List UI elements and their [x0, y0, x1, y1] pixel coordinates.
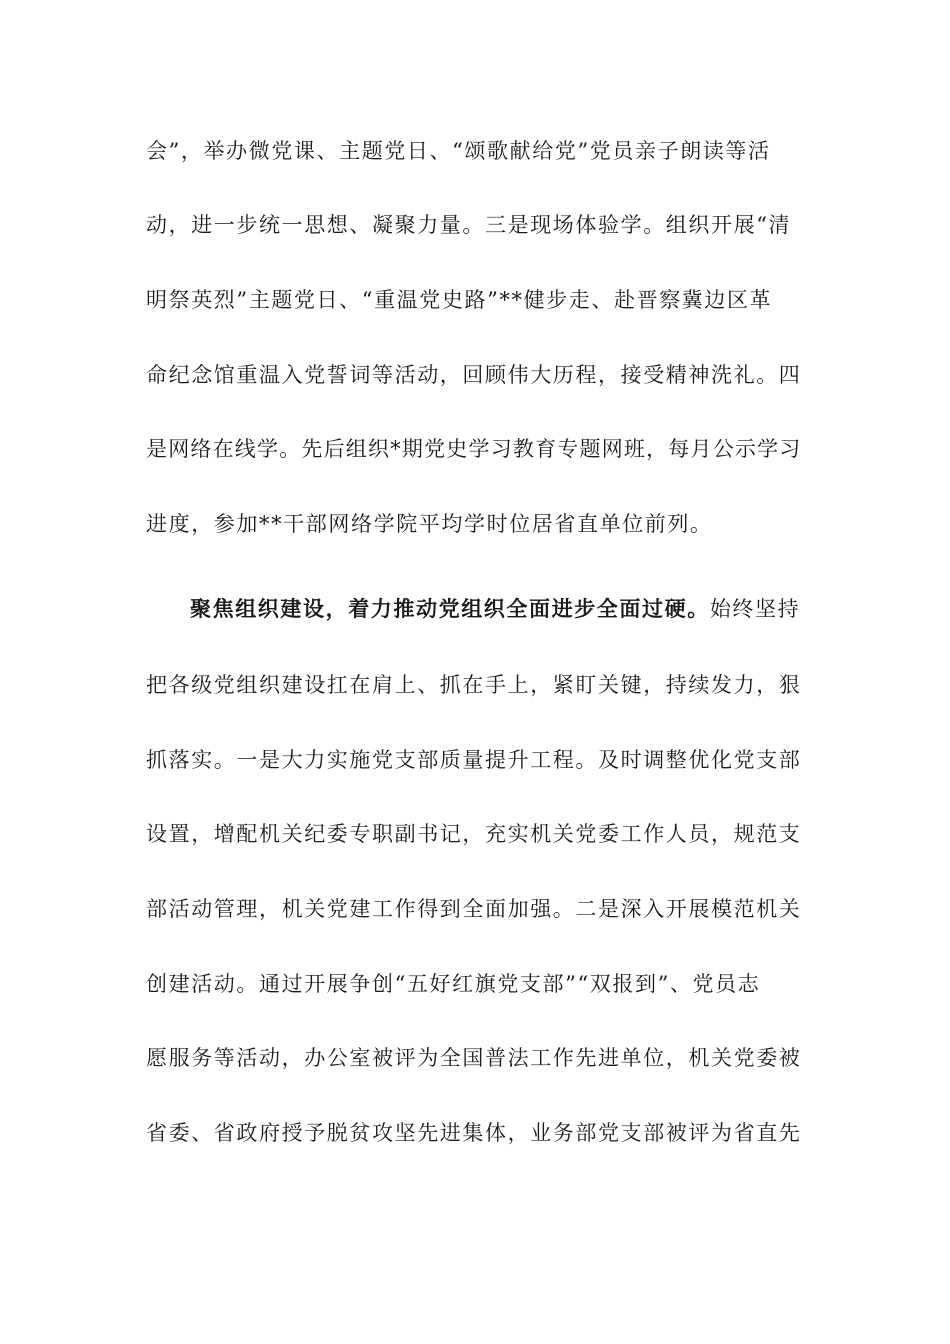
paragraph2-line-7: 愿服务等活动，办公室被评为全国普法工作先进单位，机关党委被 — [146, 1046, 802, 1070]
paragraph1-line-4: 命纪念馆重温入党誓词等活动，回顾伟大历程，接受精神洗礼。四 — [146, 363, 802, 387]
paragraph1-line-6: 进度，参加**干部网络学院平均学时位居省直单位前列。 — [146, 512, 713, 536]
paragraph2-heading: 聚焦组织建设，着力推动党组织全面进步全面过硬。 — [190, 596, 710, 621]
paragraph2-first-line — [190, 594, 800, 624]
paragraph2-line-3: 抓落实。一是大力实施党支部质量提升工程。及时调整优化党支部 — [146, 748, 802, 772]
paragraph2-first-line-rest: 始终坚持 — [709, 597, 801, 621]
paragraph1-line-5: 是网络在线学。先后组织*期党史学习教育专题网班，每月公示学习 — [146, 437, 802, 461]
paragraph2-line-4: 设置，增配机关纪委专职副书记，充实机关党委工作人员，规范支 — [146, 822, 802, 846]
paragraph1-line-2: 动，进一步统一思想、凝聚力量。三是现场体验学。组织开展“清 — [146, 213, 792, 237]
paragraph2-line-6: 创建活动。通过开展争创“五好红旗党支部”“双报到”、党员志 — [146, 972, 761, 996]
paragraph2-line-2: 把各级党组织建设扛在肩上、抓在手上，紧盯关键，持续发力，狠 — [146, 673, 802, 697]
paragraph2-line-5: 部活动管理，机关党建工作得到全面加强。二是深入开展模范机关 — [146, 897, 802, 921]
paragraph1-line-3: 明祭英烈”主题党日、“重温党史路”**健步走、赴晋察冀边区革 — [146, 288, 773, 312]
paragraph2-line-8: 省委、省政府授予脱贫攻坚先进集体，业务部党支部被评为省直先 — [146, 1121, 802, 1145]
paragraph1-line-1: 会”，举办微党课、主题党日、“颂歌献给党”党员亲子朗读等活 — [146, 139, 771, 163]
